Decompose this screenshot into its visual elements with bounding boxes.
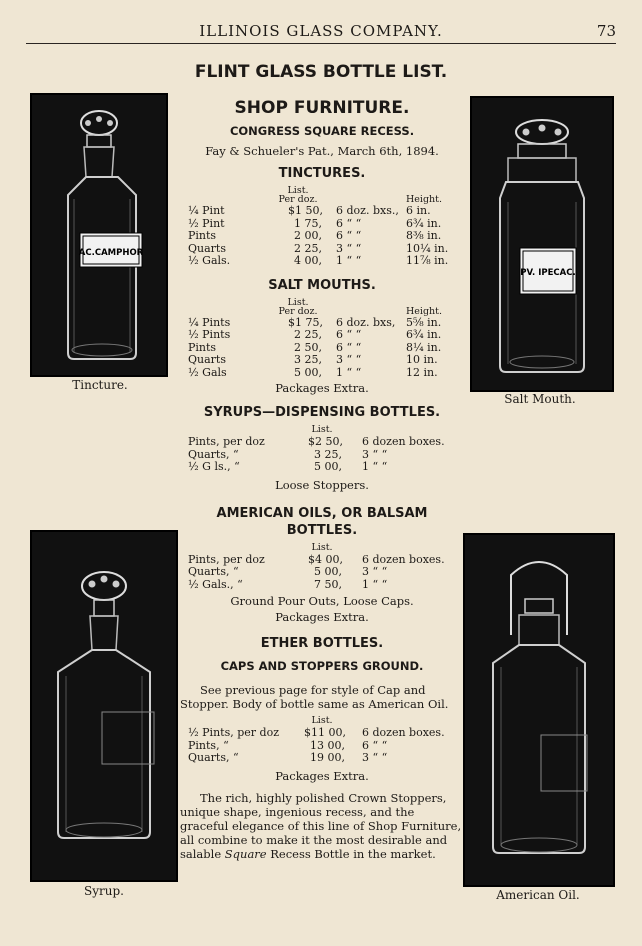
ether-list-label: List. (311, 715, 333, 726)
table-row: Pints, “ 13 00, 6 “ “ (188, 738, 388, 752)
table-row: Pints, per doz $4 00, 6 dozen boxes. (188, 552, 445, 566)
tincture-label-text: AC.CAMPHOR (78, 248, 144, 258)
ether-table (180, 727, 464, 765)
tinctures-table (180, 205, 464, 268)
american-oils-note-2: Packages Extra. (275, 610, 369, 624)
table-row: ¼ Pints $1 75, 6 doz. bxs, 5⅝ in. (188, 315, 442, 329)
tinctures-column-headers (180, 185, 464, 205)
tincture-caption: Tincture. (72, 378, 128, 392)
table-row: ½ Gals 5 00, 1 “ “ 12 in. (188, 365, 438, 379)
ether-note: Packages Extra. (275, 768, 369, 783)
syrup-bottle-illustration (32, 532, 176, 880)
closing-text-before: The rich, highly polished Crown Stoppers, unique shape, ingenious recess, and the graceful elegance of this line of Shop Furniture, all combine to make it the most desirable and salable (180, 790, 462, 861)
salt-mouth-bottle-illustration (472, 98, 612, 390)
running-title: ILLINOIS GLASS COMPANY. (199, 22, 443, 40)
tinctures-list-label: List. (287, 185, 309, 196)
ether-description: See previous page for style of Cap and Stopper. Body of bottle same as American Oil. (180, 683, 449, 711)
syrups-note: Loose Stoppers. (275, 477, 369, 492)
american-oils-heading-line1: AMERICAN OILS, OR BALSAM (216, 505, 428, 521)
table-row: Quarts, “ 5 00, 3 “ “ (188, 565, 388, 578)
american-oils-note-1: Ground Pour Outs, Loose Caps. (230, 594, 414, 608)
price-list-column (180, 96, 464, 861)
congress-recess-subheading: CONGRESS SQUARE RECESS. (229, 124, 415, 138)
salt-mouth-label-text: PV. IPECAC. (520, 268, 576, 278)
table-row: Pints, per doz $2 50, 6 dozen boxes. (188, 435, 445, 448)
syrup-bottle-photo (30, 530, 178, 882)
salt-mouths-list-label: List. (287, 296, 309, 308)
page-number: 73 (596, 22, 616, 40)
tincture-bottle-illustration (32, 95, 166, 375)
tincture-bottle-photo (30, 93, 168, 377)
salt-mouths-note: Packages Extra. (275, 381, 369, 395)
closing-paragraph (180, 791, 464, 861)
closing-text-after: Recess Bottle in the market. (266, 846, 436, 861)
salt-mouth-caption: Salt Mouth. (504, 392, 576, 406)
american-oils-table (180, 554, 464, 592)
header-rule (26, 43, 616, 44)
salt-mouths-per-doz-label: Per doz. (278, 305, 318, 317)
table-row: ¼ Pint $1 50, 6 doz. bxs., 6 in. (188, 204, 431, 217)
table-row: ½ Gals. 4 00, 1 “ “ 11⅞ in. (188, 254, 449, 267)
table-row: Quarts 2 25, 3 “ “ 10¼ in. (188, 241, 449, 255)
salt-mouths-table (180, 317, 464, 380)
syrup-caption: Syrup. (84, 884, 124, 898)
shop-furniture-heading: SHOP FURNITURE. (234, 98, 410, 118)
american-oils-heading-line2: BOTTLES. (286, 522, 358, 538)
table-row: ½ G ls., “ 5 00, 1 “ “ (188, 460, 388, 473)
tinctures-height-label: Height. (406, 194, 442, 205)
closing-text-emphasis: Square (224, 846, 267, 861)
table-row: Quarts, “ 19 00, 3 “ “ (188, 751, 388, 764)
tinctures-heading: TINCTURES. (278, 166, 366, 181)
american-oils-column-headers (180, 542, 464, 554)
american-oil-caption: American Oil. (496, 888, 580, 902)
american-oil-bottle-illustration (465, 535, 613, 885)
table-row: Pints 2 00, 6 “ “ 8⅜ in. (188, 229, 442, 242)
american-oil-bottle-photo (463, 533, 615, 887)
page-title: FLINT GLASS BOTTLE LIST. (194, 62, 448, 82)
salt-mouths-height-label: Height. (406, 305, 442, 317)
ether-heading: ETHER BOTTLES. (260, 636, 384, 651)
syrups-list-label: List. (311, 424, 333, 435)
table-row: ½ Pints, per doz $11 00, 6 dozen boxes. (188, 726, 445, 739)
tinctures-per-doz-label: Per doz. (278, 194, 318, 205)
salt-mouths-heading: SALT MOUTHS. (268, 277, 376, 293)
table-row: ½ Gals., “ 7 50, 1 “ “ (188, 577, 388, 591)
patent-line: Fay & Schueler's Pat., March 6th, 1894. (205, 144, 439, 158)
ether-subheading: CAPS AND STOPPERS GROUND. (220, 659, 424, 673)
syrups-heading: SYRUPS—DISPENSING BOTTLES. (203, 405, 441, 420)
salt-mouths-column-headers (180, 297, 464, 317)
table-row: ½ Pint 1 75, 6 “ “ 6¾ in. (188, 216, 442, 230)
table-row: Quarts, “ 3 25, 3 “ “ (188, 447, 388, 461)
table-row: Pints 2 50, 6 “ “ 8¼ in. (188, 340, 442, 354)
table-row: Quarts 3 25, 3 “ “ 10 in. (188, 353, 438, 366)
running-header (0, 20, 642, 42)
table-row: ½ Pints 2 25, 6 “ “ 6¾ in. (188, 328, 442, 341)
salt-mouth-bottle-photo (470, 96, 614, 392)
syrups-table (180, 436, 464, 474)
american-oils-list-label: List. (311, 541, 333, 553)
